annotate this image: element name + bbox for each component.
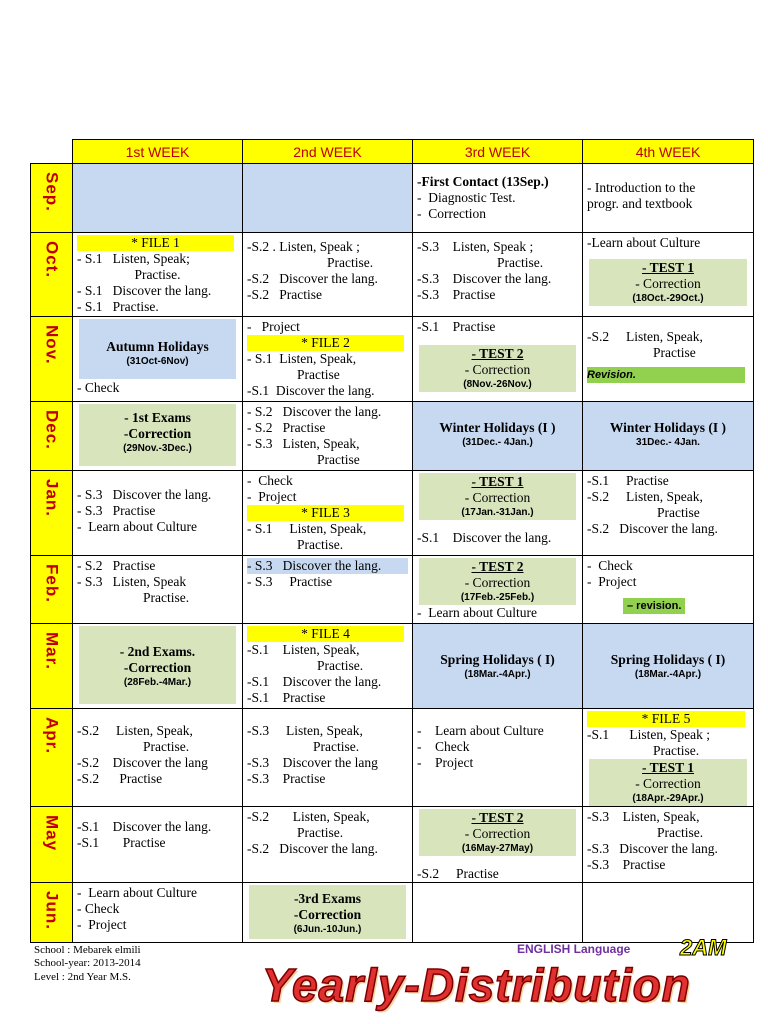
file-4-label: * FILE 4 xyxy=(247,626,404,642)
feb-week2: - S.3 Discover the lang. - S.3 Practise xyxy=(243,556,413,624)
third-exams-box: -3rd Exams -Correction (6Jun.-10Jun.) xyxy=(249,885,406,939)
apr-week4: * FILE 5 -S.1 Listen, Speak ; Practise. - TEST 1 - Correction (18Apr.-29Apr.) xyxy=(583,709,754,807)
school-name: School : Mebarek elmili xyxy=(34,944,141,956)
mar-week2: * FILE 4 -S.1 Listen, Speak, Practise. -S.1 Discover the lang. -S.1 Practise xyxy=(243,624,413,709)
level: Level : 2nd Year M.S. xyxy=(34,971,131,983)
jan-week4: -S.1 Practise -S.2 Listen, Speak, Practise -S.2 Discover the lang. xyxy=(583,471,754,556)
test-2-box: - TEST 2 - Correction (8Nov.-26Nov.) xyxy=(419,345,576,392)
dec-week1 xyxy=(73,402,243,471)
may-week2: -S.2 Listen, Speak, Practise. -S.2 Discover the lang. xyxy=(243,807,413,883)
yearly-distribution-table xyxy=(30,139,754,943)
apr-week1: -S.2 Listen, Speak, Practise. -S.2 Discover the lang -S.2 Practise xyxy=(73,709,243,807)
jan-week3: - TEST 1 - Correction (17Jan.-31Jan.) -S.1 Discover the lang. xyxy=(413,471,583,556)
nov-week4: -S.2 Listen, Speak, Practise Revision. xyxy=(583,317,754,402)
week-header-1: 1st WEEK xyxy=(73,140,243,164)
revision-label-feb: – revision. xyxy=(623,598,685,614)
may-week3: - TEST 2 - Correction (16May-27May) -S.2 Practise xyxy=(413,807,583,883)
month-mar: Mar. xyxy=(31,624,73,709)
test-2-feb-box: - TEST 2 - Correction (17Feb.-25Feb.) xyxy=(419,558,576,605)
may-week1: -S.1 Discover the lang. -S.1 Practise xyxy=(73,807,243,883)
corner-cell xyxy=(31,140,73,164)
jun-week1: - Learn about Culture - Check - Project xyxy=(73,883,243,943)
apr-week2: -S.3 Listen, Speak, Practise. -S.3 Discover the lang -S.3 Practise xyxy=(243,709,413,807)
sep-week2 xyxy=(243,164,413,233)
oct-week1: * FILE 1 - S.1 Listen, Speak; Practise. - S.1 Discover the lang. - S.1 Practise. xyxy=(73,233,243,317)
mar-week4: Spring Holidays ( I) (18Mar.-4Apr.) xyxy=(583,624,754,709)
week-header-4: 4th WEEK xyxy=(583,140,754,164)
test-1-box: - TEST 1 - Correction (18Oct.-29Oct.) xyxy=(589,259,747,306)
month-sep: Sep. xyxy=(31,164,73,233)
jan-week1: - S.3 Discover the lang. - S.3 Practise - Learn about Culture xyxy=(73,471,243,556)
apr-week3: - Learn about Culture - Check - Project xyxy=(413,709,583,807)
file-5-label: * FILE 5 xyxy=(587,711,745,727)
first-exams-box: - 1st Exams -Correction (29Nov.-3Dec.) xyxy=(79,404,236,466)
feb-week4: - Check - Project – revision. xyxy=(583,556,754,624)
month-feb: Feb. xyxy=(31,556,73,624)
mar-week1 xyxy=(73,624,243,709)
sep-week3: -First Contact (13Sep.) - Diagnostic Test. - Correction xyxy=(413,164,583,233)
month-jan: Jan. xyxy=(31,471,73,556)
file-3-label: * FILE 3 xyxy=(247,505,404,521)
sep-week4: - Introduction to the progr. and textbook xyxy=(583,164,754,233)
feb-week3: - TEST 2 - Correction (17Feb.-25Feb.) - Learn about Culture xyxy=(413,556,583,624)
oct-week4: -Learn about Culture - TEST 1 - Correction (18Oct.-29Oct.) xyxy=(583,233,754,317)
sep-week1 xyxy=(73,164,243,233)
file-1-label: * FILE 1 xyxy=(77,235,234,251)
month-nov: Nov. xyxy=(31,317,73,402)
month-may: May xyxy=(31,807,73,883)
oct-week3: -S.3 Listen, Speak ; Practise. -S.3 Discover the lang. -S.3 Practise xyxy=(413,233,583,317)
jun-week3 xyxy=(413,883,583,943)
may-week4: -S.3 Listen, Speak, Practise. -S.3 Discover the lang. -S.3 Practise xyxy=(583,807,754,883)
jun-week2 xyxy=(243,883,413,943)
dec-week3: Winter Holidays (I ) (31Dec.- 4Jan.) xyxy=(413,402,583,471)
month-oct: Oct. xyxy=(31,233,73,317)
revision-label: Revision. xyxy=(587,367,745,383)
month-dec: Dec. xyxy=(31,402,73,471)
week-header-2: 2nd WEEK xyxy=(243,140,413,164)
school-year: School-year: 2013-2014 xyxy=(34,957,141,969)
month-apr: Apr. xyxy=(31,709,73,807)
mar-week3: Spring Holidays ( I) (18Mar.-4Apr.) xyxy=(413,624,583,709)
oct-week2: -S.2 . Listen, Speak ; Practise. -S.2 Discover the lang. -S.2 Practise xyxy=(243,233,413,317)
jun-week4 xyxy=(583,883,754,943)
second-exams-box: - 2nd Exams. -Correction (28Feb.-4Mar.) xyxy=(79,626,236,704)
autumn-holidays-box: Autumn Holidays (31Oct-6Nov) xyxy=(79,319,236,379)
nov-week3: -S.1 Practise - TEST 2 - Correction (8Nov.-26Nov.) xyxy=(413,317,583,402)
file-2-label: * FILE 2 xyxy=(247,335,404,351)
jan-week2: - Check - Project * FILE 3 - S.1 Listen, Speak, Practise. xyxy=(243,471,413,556)
test-2-may-box: - TEST 2 - Correction (16May-27May) xyxy=(419,809,576,856)
nov-week1: Autumn Holidays (31Oct-6Nov) - Check xyxy=(73,317,243,402)
document-title: Yearly-Distribution xyxy=(262,959,691,1011)
dec-week4: Winter Holidays (I ) 31Dec.- 4Jan. xyxy=(583,402,754,471)
test-1-jan-box: - TEST 1 - Correction (17Jan.-31Jan.) xyxy=(419,473,576,520)
dec-week2: - S.2 Discover the lang. - S.2 Practise - S.3 Listen, Speak, Practise xyxy=(243,402,413,471)
feb-week1: - S.2 Practise - S.3 Listen, Speak Practise. xyxy=(73,556,243,624)
nov-week2: - Project * FILE 2 - S.1 Listen, Speak, Practise -S.1 Discover the lang. xyxy=(243,317,413,402)
test-1-apr-box: - TEST 1 - Correction (18Apr.-29Apr.) xyxy=(589,759,747,806)
month-jun: Jun. xyxy=(31,883,73,943)
week-header-3: 3rd WEEK xyxy=(413,140,583,164)
subject-label: ENGLISH Language xyxy=(517,942,631,956)
class-label: 2AM xyxy=(680,935,727,960)
